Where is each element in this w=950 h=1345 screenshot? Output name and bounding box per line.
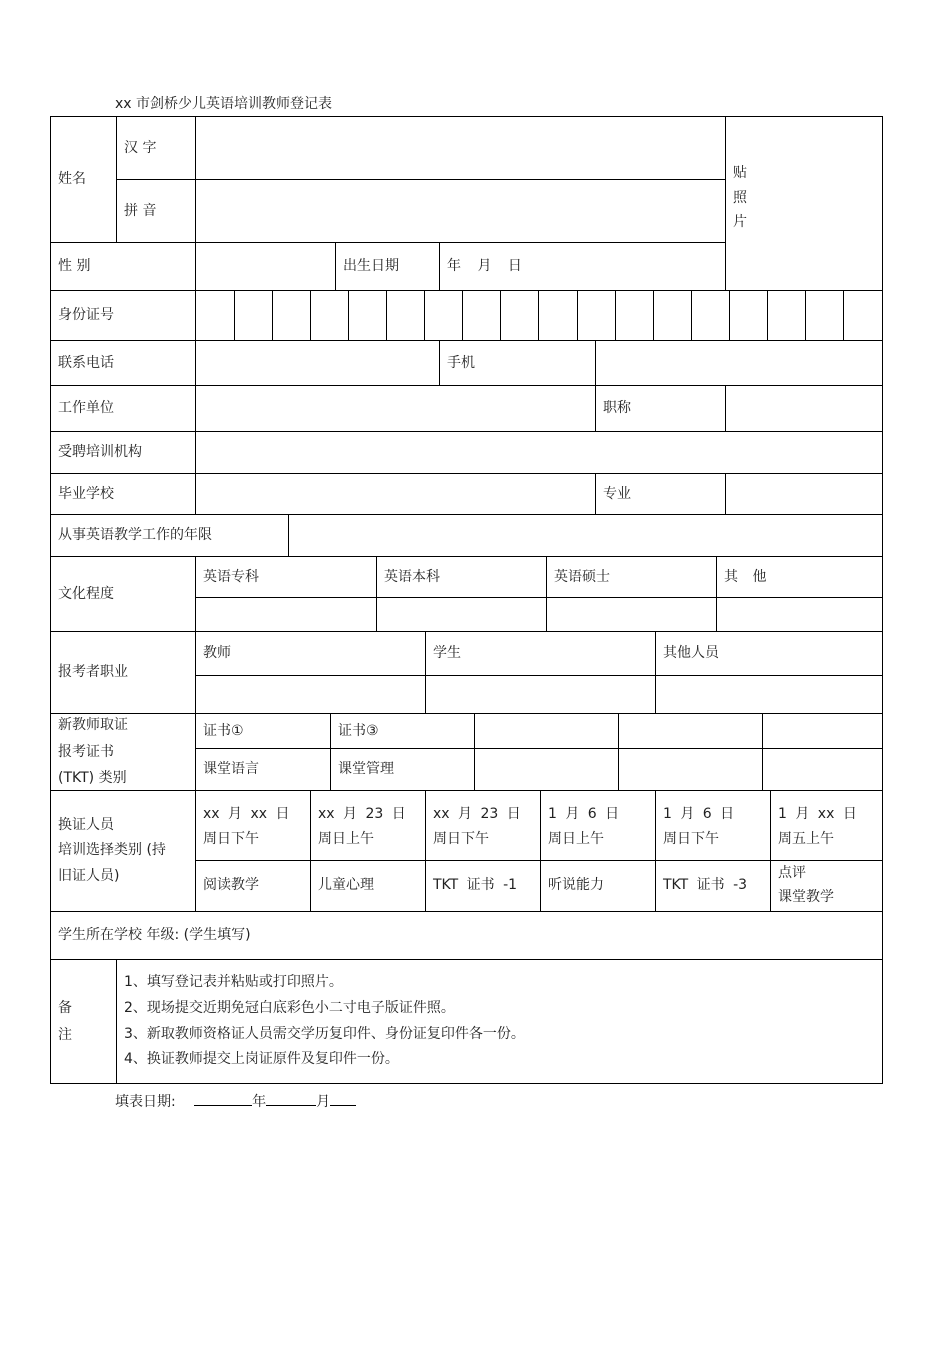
- name-label: 姓名: [51, 117, 117, 243]
- id-digit-box[interactable]: [425, 291, 464, 341]
- id-digit-box[interactable]: [539, 291, 578, 341]
- remark-item: 2、现场提交近期免冠白底彩色小二寸电子版证件照。: [124, 999, 455, 1016]
- id-digit-box[interactable]: [615, 291, 654, 341]
- institution-label: 受聘培训机构: [51, 432, 196, 474]
- mobile-label: 手机: [440, 341, 596, 386]
- tkt-cert-1[interactable]: 证书①: [196, 714, 331, 749]
- id-label: 身份证号: [51, 291, 196, 341]
- major-label: 专业: [596, 474, 726, 515]
- renewal-session[interactable]: [311, 791, 426, 861]
- gender-field[interactable]: [196, 243, 336, 291]
- remark-item: 1、填写登记表并粘贴或打印照片。: [124, 973, 343, 990]
- remarks-label-char-1: 备: [58, 999, 72, 1016]
- tkt-new-label-line-3: (TKT) 类别: [58, 770, 127, 787]
- tkt-cert-empty-3[interactable]: [763, 714, 882, 749]
- graduate-field[interactable]: [196, 474, 596, 515]
- session-time: 周日上午: [318, 830, 374, 847]
- occupation-option-1: 教师: [196, 632, 426, 676]
- renewal-session[interactable]: [541, 791, 656, 861]
- student-school-row[interactable]: 学生所在学校 年级: (学生填写): [51, 912, 882, 960]
- fill-date-year-label: 年: [252, 1094, 267, 1110]
- renewal-session[interactable]: [196, 791, 311, 861]
- remark-item: 4、换证教师提交上岗证原件及复印件一份。: [124, 1051, 399, 1068]
- id-digit-box[interactable]: [577, 291, 616, 341]
- course-name: TKT 证书 -3: [663, 877, 748, 894]
- id-digit-box[interactable]: [310, 291, 349, 341]
- job-title-label: 职称: [596, 386, 726, 432]
- renewal-course[interactable]: [541, 861, 656, 912]
- id-digit-box[interactable]: [272, 291, 311, 341]
- education-option-3: 英语硕士: [547, 557, 717, 598]
- occupation-label: 报考者职业: [51, 632, 196, 714]
- session-date: 1 月 6 日: [663, 806, 735, 822]
- course-name: 听说能力: [548, 877, 604, 894]
- id-boxes: [196, 291, 882, 341]
- renewal-label: [51, 791, 196, 912]
- id-digit-box[interactable]: [463, 291, 502, 341]
- hanzi-field[interactable]: [196, 117, 726, 180]
- birth-label: 出生日期: [336, 243, 440, 291]
- mobile-field[interactable]: [596, 341, 882, 386]
- tkt-course-empty-1[interactable]: [475, 749, 619, 791]
- photo-box[interactable]: [726, 117, 882, 291]
- id-digit-box[interactable]: [730, 291, 769, 341]
- renewal-label-line-2: 培训选择类别 (持: [58, 842, 166, 859]
- session-date: 1 月 6 日: [548, 806, 620, 822]
- tkt-course-empty-3[interactable]: [763, 749, 882, 791]
- fill-date: [115, 1091, 356, 1111]
- education-option-4: 其 他: [717, 557, 882, 598]
- renewal-label-line-1: 换证人员: [58, 817, 114, 834]
- photo-char-3: 片: [733, 214, 747, 230]
- fill-date-month-label: 月: [316, 1094, 331, 1110]
- occupation-check-3[interactable]: [656, 676, 882, 714]
- occupation-option-2: 学生: [426, 632, 656, 676]
- session-time: 周五上午: [778, 830, 834, 847]
- id-digit-box[interactable]: [806, 291, 845, 341]
- phone-label: 联系电话: [51, 341, 196, 386]
- renewal-session[interactable]: [771, 791, 882, 861]
- photo-char-2: 照: [733, 189, 747, 206]
- remarks-label-char-2: 注: [58, 1026, 72, 1043]
- remarks-content: [117, 960, 882, 1083]
- fill-date-month-field[interactable]: [266, 1091, 316, 1106]
- course-name: 阅读教学: [203, 877, 259, 894]
- course-name: 点评: [778, 865, 806, 882]
- years-label: 从事英语教学工作的年限: [51, 515, 289, 557]
- session-time: 周日下午: [663, 830, 719, 847]
- education-check-1[interactable]: [196, 598, 377, 632]
- pinyin-label: 拼 音: [117, 180, 196, 243]
- graduate-label: 毕业学校: [51, 474, 196, 515]
- fill-date-day-field[interactable]: [330, 1091, 356, 1106]
- years-field[interactable]: [289, 515, 882, 557]
- tkt-new-label-line-1: 新教师取证: [58, 717, 128, 734]
- session-date: xx 月 23 日: [433, 806, 521, 822]
- birth-date-field[interactable]: 年 月 日: [440, 243, 726, 291]
- tkt-classroom-language[interactable]: 课堂语言: [196, 749, 331, 791]
- phone-field[interactable]: [196, 341, 440, 386]
- tkt-new-label: [51, 714, 196, 791]
- session-time: 周日下午: [433, 830, 489, 847]
- education-check-3[interactable]: [547, 598, 717, 632]
- tkt-cert-empty-2[interactable]: [619, 714, 763, 749]
- major-field[interactable]: [726, 474, 882, 515]
- hanzi-label: 汉 字: [117, 117, 196, 180]
- renewal-course[interactable]: [196, 861, 311, 912]
- education-option-1: 英语专科: [196, 557, 377, 598]
- renewal-session[interactable]: [426, 791, 541, 861]
- id-digit-box[interactable]: [196, 291, 235, 341]
- remark-item: 3、新取教师资格证人员需交学历复印件、身份证复印件各一份。: [124, 1025, 525, 1042]
- id-digit-box[interactable]: [768, 291, 807, 341]
- renewal-session[interactable]: [656, 791, 771, 861]
- registration-form: [50, 116, 883, 1084]
- institution-field[interactable]: [196, 432, 882, 474]
- session-time: 周日上午: [548, 830, 604, 847]
- tkt-classroom-management[interactable]: 课堂管理: [331, 749, 475, 791]
- fill-date-label: 填表日期:: [115, 1094, 176, 1110]
- work-field[interactable]: [196, 386, 596, 432]
- session-date: 1 月 xx 日: [778, 806, 857, 822]
- work-label: 工作单位: [51, 386, 196, 432]
- course-name: 儿童心理: [318, 877, 374, 894]
- id-digit-box[interactable]: [691, 291, 730, 341]
- occupation-option-3: 其他人员: [656, 632, 882, 676]
- id-digit-box[interactable]: [844, 291, 882, 341]
- id-digit-box[interactable]: [653, 291, 692, 341]
- occupation-check-1[interactable]: [196, 676, 426, 714]
- renewal-course[interactable]: [656, 861, 771, 912]
- education-check-2[interactable]: [377, 598, 547, 632]
- photo-char-1: 贴: [733, 165, 747, 181]
- tkt-cert-empty-1[interactable]: [475, 714, 619, 749]
- id-digit-box[interactable]: [348, 291, 387, 341]
- education-check-4[interactable]: [717, 598, 882, 632]
- remarks-label: [51, 960, 117, 1083]
- session-date: xx 月 xx 日: [203, 806, 290, 822]
- job-title-field[interactable]: [726, 386, 882, 432]
- renewal-course[interactable]: [771, 861, 882, 912]
- id-digit-box[interactable]: [501, 291, 540, 341]
- session-time: 周日下午: [203, 830, 259, 847]
- session-date: xx 月 23 日: [318, 806, 406, 822]
- form-title: xx 市剑桥少儿英语培训教师登记表: [115, 96, 333, 112]
- renewal-course[interactable]: [311, 861, 426, 912]
- course-name: 课堂教学: [778, 889, 834, 905]
- gender-label: 性 别: [51, 243, 196, 291]
- occupation-check-2[interactable]: [426, 676, 656, 714]
- pinyin-field[interactable]: [196, 180, 726, 243]
- fill-date-year-field[interactable]: [194, 1091, 252, 1106]
- renewal-course[interactable]: [426, 861, 541, 912]
- id-digit-box[interactable]: [387, 291, 426, 341]
- education-option-2: 英语本科: [377, 557, 547, 598]
- tkt-course-empty-2[interactable]: [619, 749, 763, 791]
- education-label: 文化程度: [51, 557, 196, 632]
- id-digit-box[interactable]: [234, 291, 273, 341]
- course-name: TKT 证书 -1: [433, 877, 518, 894]
- tkt-cert-3[interactable]: 证书③: [331, 714, 475, 749]
- renewal-label-line-3: 旧证人员): [58, 867, 120, 884]
- tkt-new-label-line-2: 报考证书: [58, 743, 114, 760]
